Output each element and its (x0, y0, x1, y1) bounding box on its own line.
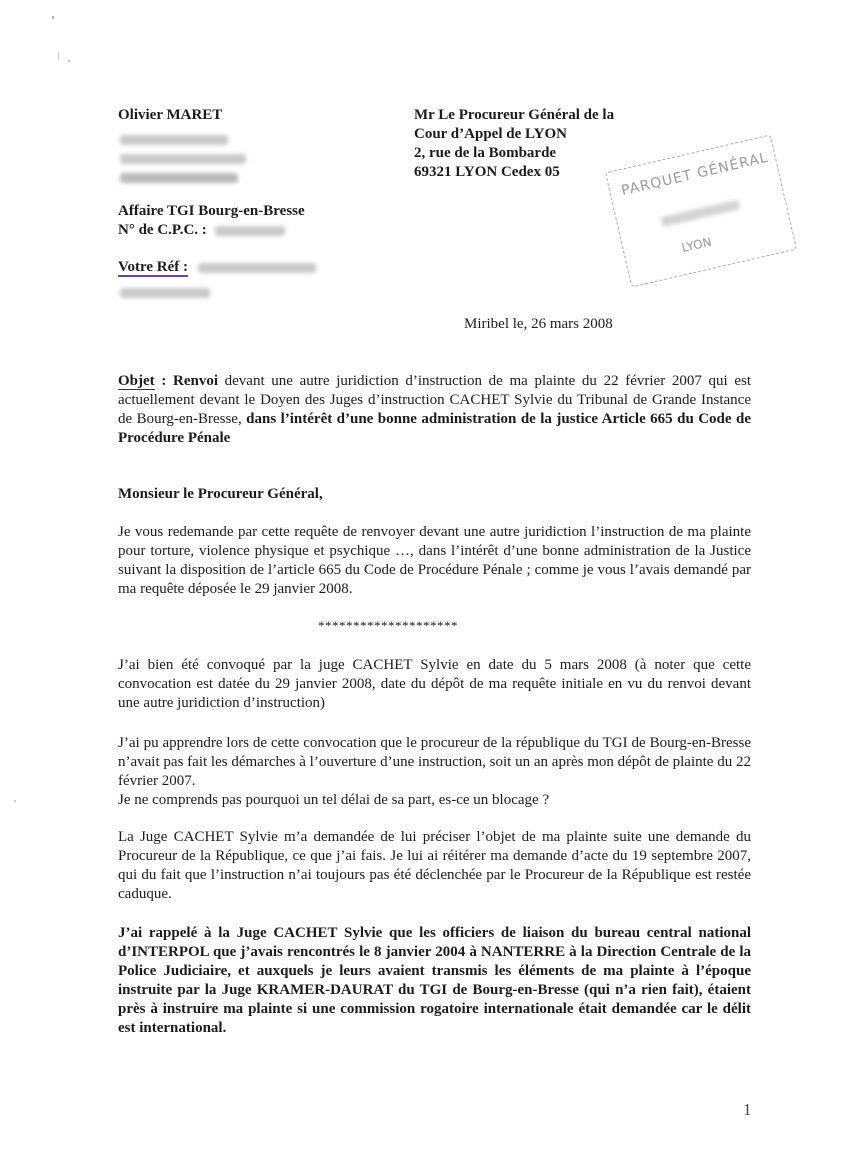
object-label: Objet (118, 373, 155, 389)
scan-speck (52, 16, 54, 19)
recipient-line-4: 69321 LYON Cedex 05 (414, 164, 560, 180)
paragraph-4-text: La Juge CACHET Sylvie m’a demandée de lui préciser l’objet de ma plainte suite une demande du Procureur de la République, ce que j’ai fais. Je lui ai réitérer ma demande d’acte du 19 septembre 2007, qui du fait que l’instruction n’ai toujours pas été déclenchée par le Procureur de la République est restée caduque. (118, 829, 751, 902)
redacted-ref (198, 263, 316, 273)
object-text (118, 372, 751, 448)
paragraph-5-text: J’ai rappelé à la Juge CACHET Sylvie que les officiers de liaison du bureau central national d’INTERPOL que j’avais rencontrés le 8 janvier 2004 à NANTERRE à la Direction Centrale de la Police Judiciaire, et auxquels je leurs avaient transmis les éléments de ma plainte à l’époque instruite par la Juge KRAMER-DAURAT du TGI de Bourg-en-Bresse (qui n’a rien fait), étaient près à instruire ma plainte si une commission rogatoire internationale était demandée car le délit est international. (118, 925, 751, 1036)
redacted-ref-2 (120, 284, 210, 302)
scan-speck (58, 52, 59, 60)
cpc-label-text: N° de C.P.C. : (118, 222, 207, 238)
received-stamp (605, 134, 797, 287)
sender-name: Olivier MARET (118, 107, 223, 123)
paragraph-3b-text: Je ne comprends pas pourquoi un tel délai de sa part, es-ce un blocage ? (118, 792, 550, 808)
cpc-label (118, 221, 285, 240)
paragraph-1-text: Je vous redemande par cette requête de renvoyer devant une autre juridiction l’instruction de ma plainte pour torture, violence physique et psychique …, dans l’intérêt d’une bonne administration de la Justice suivant la disposition de l’article 665 du Code de Procédure Pénale ; comme je vous l’avais demandé par ma requête déposée le 29 janvier 2008. (118, 524, 751, 597)
scan-speck (14, 800, 16, 802)
paragraph-1 (118, 523, 751, 599)
paragraph-3-text: J’ai pu apprendre lors de cette convocation que le procureur de la république du TGI de Bourg-en-Bresse n’avait pas fait les démarches à l’ouverture d’une instruction, soit un an après mon dépôt de plainte du 22 février 2007. (118, 735, 751, 789)
redacted-address-2 (120, 150, 246, 168)
page-number: 1 (743, 1100, 752, 1119)
object-bold-start: Renvoi (172, 373, 218, 389)
object-paragraph (118, 372, 751, 448)
redacted-address-1 (120, 131, 228, 149)
object-colon: : (154, 373, 173, 389)
ref-label (118, 258, 316, 277)
date-line: Miribel le, 26 mars 2008 (464, 316, 613, 332)
salutation: Monsieur le Procureur Général, (118, 486, 323, 502)
case-reference: Affaire TGI Bourg-en-Bresse (118, 203, 305, 219)
redacted-address-3 (120, 169, 238, 187)
scan-speck (68, 60, 70, 62)
stamp-bottom-text: LYON (680, 234, 713, 256)
separator-stars: ******************** (318, 618, 458, 633)
stamp-top-text: PARQUET GÉNÉRAL (619, 149, 771, 200)
object-bold-end: dans l’intérêt d’une bonne administration de la justice Article 665 du Code de Procédure Pénale (118, 411, 751, 446)
recipient-line-3: 2, rue de la Bombarde (414, 145, 557, 161)
ref-label-text: Votre Réf : (118, 259, 188, 275)
object-body: devant une autre juridiction d’instruction de ma plainte du 22 février 2007 qui est actuellement devant le Doyen des Juges d’instruction CACHET Sylvie du Tribunal de Grande Instance de Bourg-en-Bresse, (118, 373, 751, 427)
paragraph-2 (118, 656, 751, 713)
paragraph-4 (118, 828, 751, 904)
redacted-cpc (215, 226, 285, 236)
paragraph-2-text: J’ai bien été convoqué par la juge CACHET Sylvie en date du 5 mars 2008 (à noter que cette convocation est datée du 29 janvier 2008, date du dépôt de ma requête initiale en vu du renvoi devant une autre juridiction d’instruction) (118, 657, 751, 711)
paragraph-3 (118, 734, 751, 810)
recipient-line-1: Mr Le Procureur Général de la (414, 107, 615, 123)
recipient-line-2: Cour d’Appel de LYON (414, 126, 567, 142)
paragraph-5 (118, 924, 751, 1038)
